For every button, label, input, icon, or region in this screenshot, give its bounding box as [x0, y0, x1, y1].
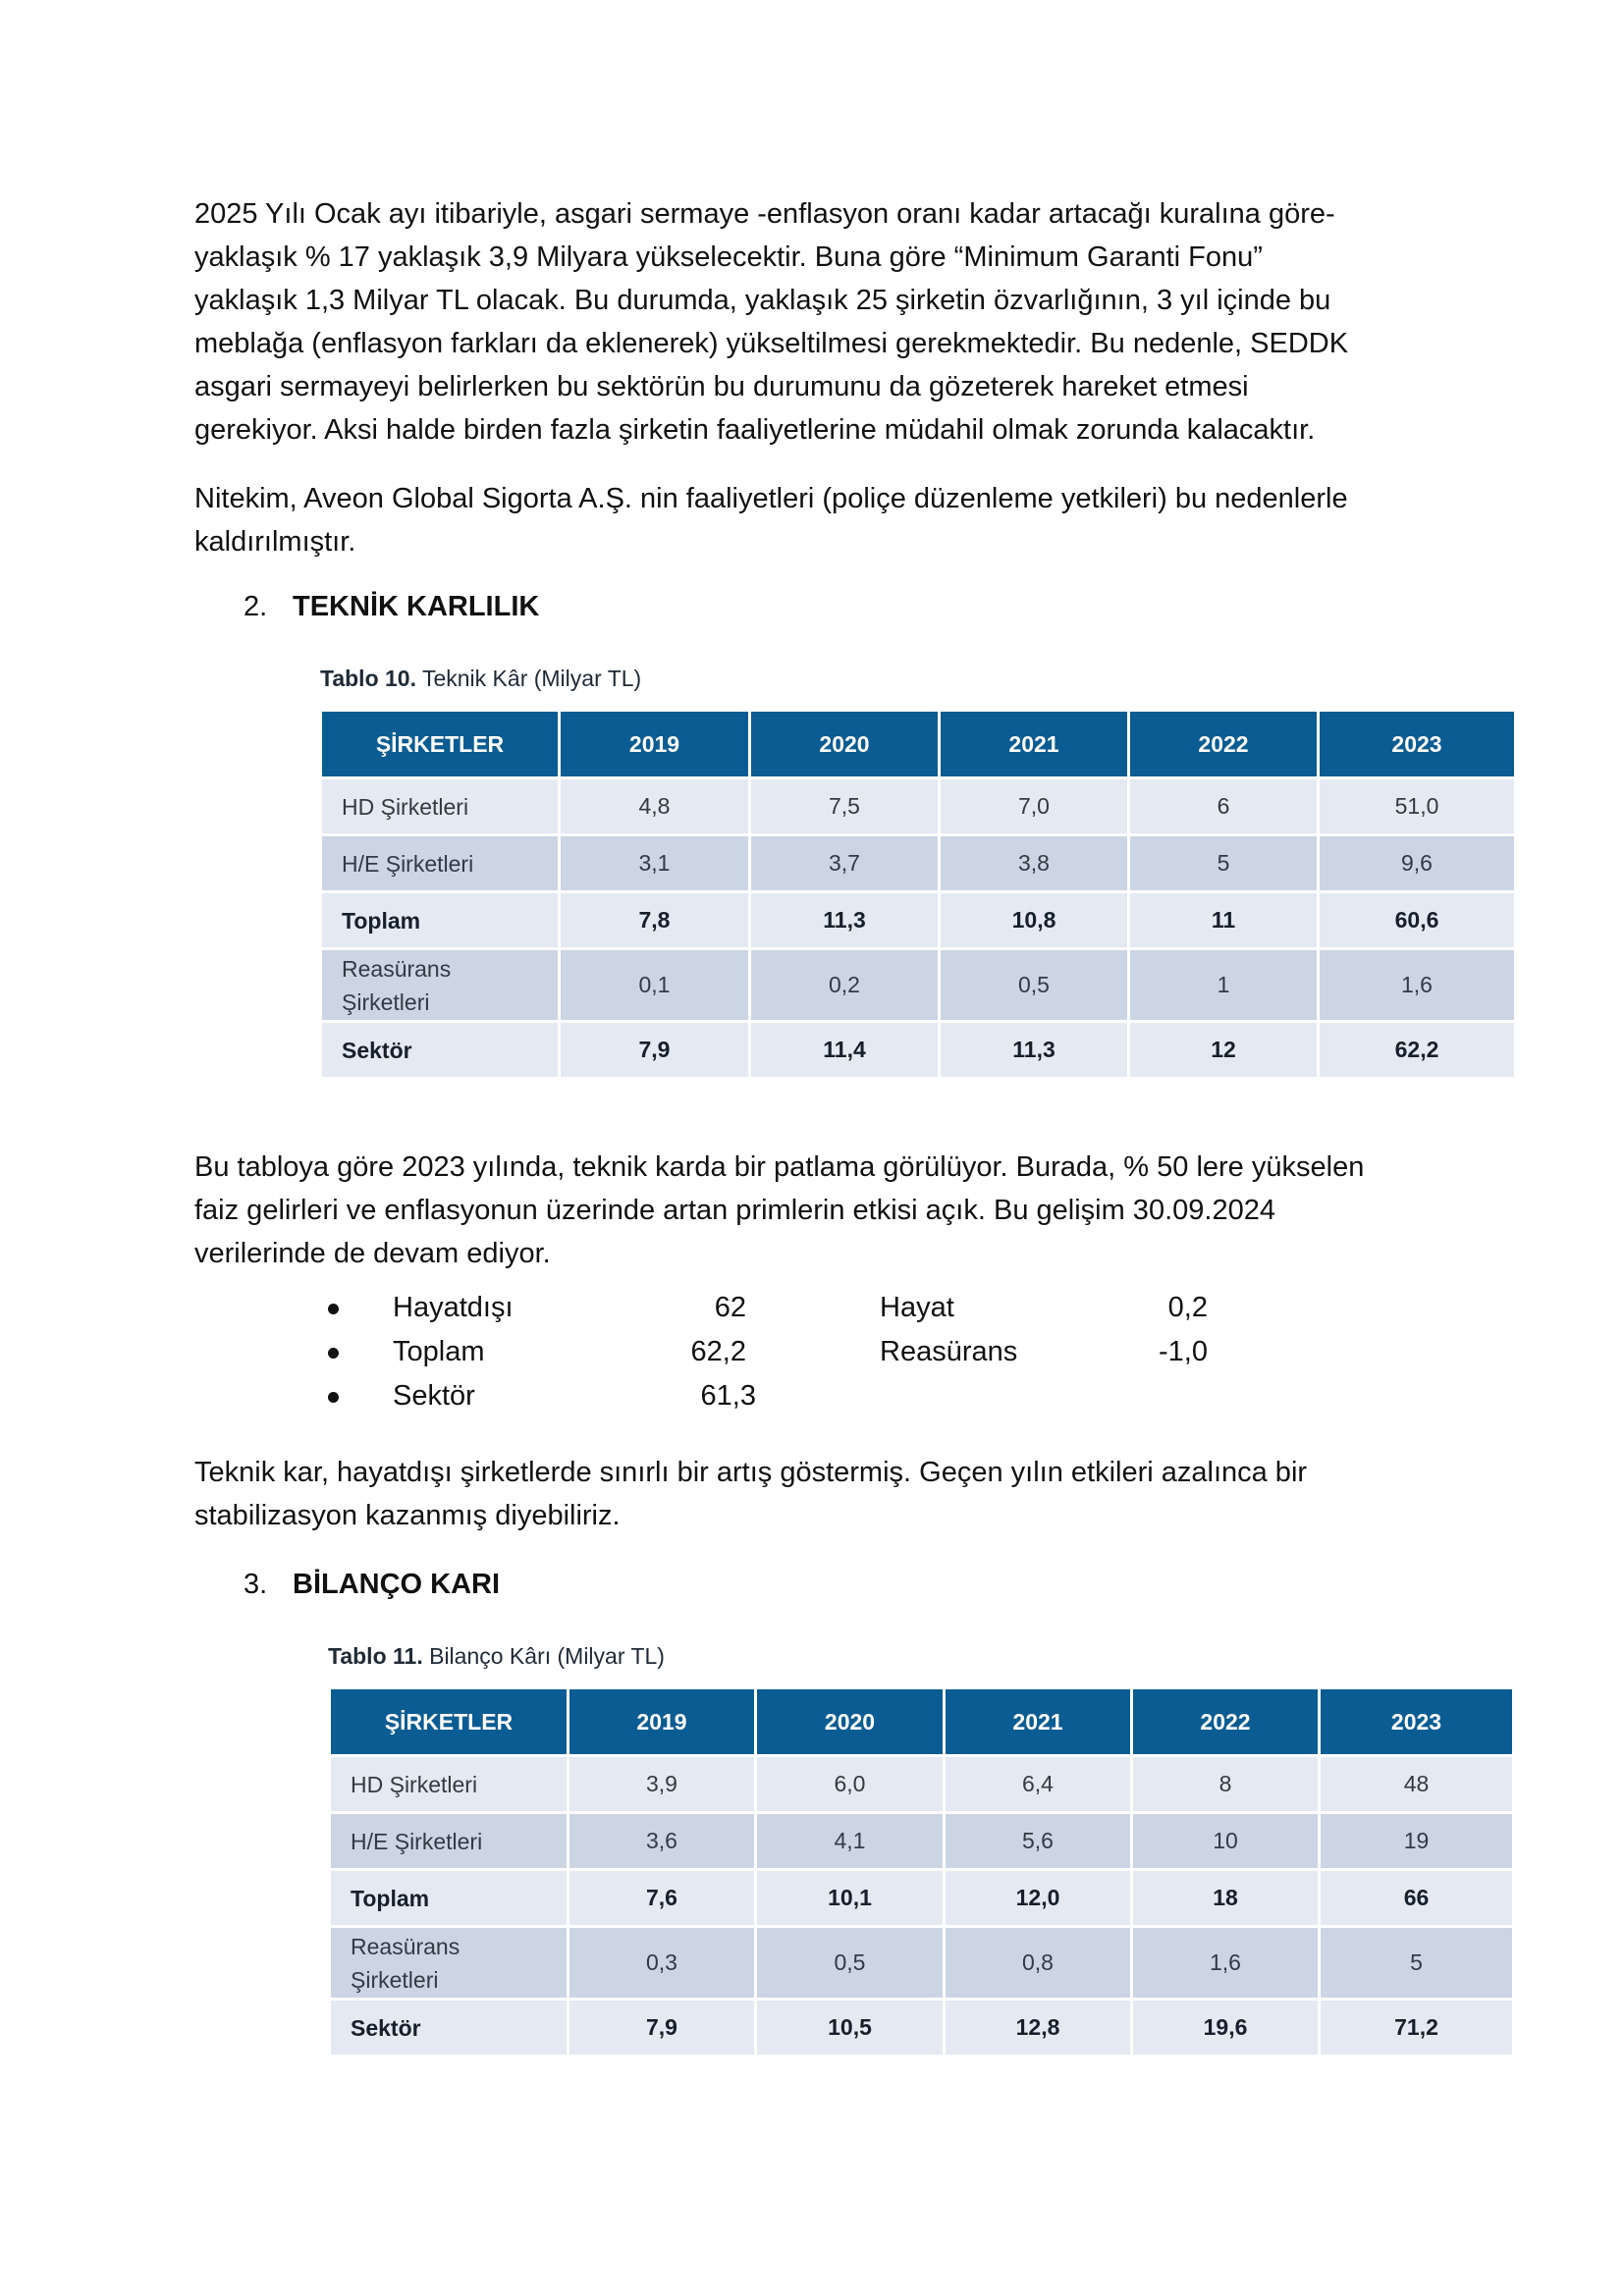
table-cell: 19 — [1320, 1813, 1514, 1870]
table-row — [321, 835, 1516, 892]
table-cell: 7,9 — [568, 2000, 756, 2056]
table-cell: 11 — [1129, 892, 1319, 949]
text-line: faiz gelirleri ve enflasyonun üzerinde artan primlerin etkisi açık. Bu gelişim 30.09.2024 — [194, 1195, 1275, 1226]
table-row — [321, 778, 1516, 835]
table-header — [321, 711, 1516, 778]
table-cell: 6,4 — [945, 1756, 1132, 1813]
header-cell: 2019 — [560, 711, 750, 778]
list-item — [334, 1330, 1316, 1374]
header-cell: 2022 — [1129, 711, 1319, 778]
row-label: H/E Şirketleri — [330, 1813, 568, 1870]
bullet-icon — [328, 1304, 339, 1314]
text-line: kaldırılmıştır. — [194, 526, 356, 558]
bullet-icon — [328, 1392, 339, 1403]
section-title: BİLANÇO KARI — [293, 1569, 501, 1600]
table-cell: 3,7 — [750, 835, 940, 892]
bullet-label: Sektör — [393, 1380, 475, 1412]
table-cell: 10,8 — [940, 892, 1129, 949]
table-cell: 1,6 — [1319, 949, 1516, 1022]
row-label: Toplam — [330, 1870, 568, 1927]
table-cell: 0,2 — [750, 949, 940, 1022]
table-cell: 3,6 — [568, 1813, 756, 1870]
table-bilanco-kari — [328, 1686, 1515, 2057]
header-cell: ŞİRKETLER — [321, 711, 560, 778]
table-cell: 3,9 — [568, 1756, 756, 1813]
row-label: Toplam — [321, 892, 560, 949]
table-cell: 7,5 — [750, 778, 940, 835]
text-line: 2025 Yılı Ocak ayı itibariyle, asgari sermaye -enflasyon oranı kadar artacağı kuralına göre- — [194, 198, 1335, 230]
table-cell: 7,9 — [560, 1022, 750, 1079]
table-cell: 0,1 — [560, 949, 750, 1022]
section-heading-teknik-karlilik — [244, 585, 539, 628]
table-cell: 5 — [1129, 835, 1319, 892]
table-header — [330, 1688, 1514, 1756]
table-cell: 3,1 — [560, 835, 750, 892]
text-line: asgari sermayeyi belirlerken bu sektörün bu durumunu da gözeterek hareket etmesi — [194, 371, 1249, 402]
header-cell: 2019 — [568, 1688, 756, 1756]
list-item — [334, 1286, 1316, 1330]
table-cell: 10,1 — [756, 1870, 945, 1927]
row-label: H/E Şirketleri — [321, 835, 560, 892]
bullet-label-secondary: Hayat — [880, 1292, 954, 1323]
table-cell: 62,2 — [1319, 1022, 1516, 1079]
table-cell: 19,6 — [1132, 2000, 1320, 2056]
table-cell: 1,6 — [1132, 1927, 1320, 2000]
table-11-caption — [328, 1641, 665, 1671]
text-line: yaklaşık % 17 yaklaşık 3,9 Milyara yükselecektir. Buna göre “Minimum Garanti Fonu” — [194, 241, 1263, 273]
table-row — [330, 1813, 1514, 1870]
section-heading-bilanco-kari — [244, 1563, 500, 1606]
table-row — [330, 1927, 1514, 2000]
caption-text: Bilanço Kârı (Milyar TL) — [422, 1643, 665, 1669]
table-cell: 11,4 — [750, 1022, 940, 1079]
text-line: verilerinde de devam ediyor. — [194, 1238, 551, 1269]
text-line: gerekiyor. Aksi halde birden fazla şirketin faaliyetlerine müdahil olmak zorunda kalacaktır. — [194, 414, 1316, 446]
table-cell: 0,3 — [568, 1927, 756, 2000]
row-label: Reasürans Şirketleri — [321, 949, 560, 1022]
table-10-caption — [320, 664, 641, 693]
table-cell: 7,0 — [940, 778, 1129, 835]
bullet-icon — [328, 1348, 339, 1359]
section-number: 2. — [244, 591, 268, 622]
table-cell: 48 — [1320, 1756, 1514, 1813]
bullet-label-secondary: Reasürans — [880, 1336, 1018, 1367]
table-cell: 4,8 — [560, 778, 750, 835]
table-cell: 11,3 — [750, 892, 940, 949]
header-cell: 2020 — [756, 1688, 945, 1756]
table-cell: 0,5 — [756, 1927, 945, 2000]
section-title: TEKNİK KARLILIK — [293, 591, 540, 622]
bullet-value-secondary: -1,0 — [1159, 1336, 1208, 1367]
table-cell: 12,8 — [945, 2000, 1132, 2056]
table-cell: 71,2 — [1320, 2000, 1514, 2056]
bullet-value: 61,3 — [700, 1380, 756, 1412]
table-cell: 9,6 — [1319, 835, 1516, 892]
table-cell: 1 — [1129, 949, 1319, 1022]
row-label: Reasürans Şirketleri — [330, 1927, 568, 2000]
row-label: Sektör — [330, 2000, 568, 2056]
table-cell: 7,8 — [560, 892, 750, 949]
table-teknik-kar — [319, 709, 1517, 1080]
caption-label: Tablo 11. — [328, 1643, 423, 1669]
paragraph-stabilizasyon — [194, 1451, 1441, 1537]
header-cell: 2021 — [945, 1688, 1132, 1756]
header-cell: 2020 — [750, 711, 940, 778]
table-cell: 0,5 — [940, 949, 1129, 1022]
table-cell: 11,3 — [940, 1022, 1129, 1079]
section-number: 3. — [244, 1569, 268, 1600]
table-cell: 18 — [1132, 1870, 1320, 1927]
table-cell: 5,6 — [945, 1813, 1132, 1870]
bullet-value: 62 — [714, 1292, 746, 1323]
table-cell: 12 — [1129, 1022, 1319, 1079]
paragraph-teknik-kar-yorum — [194, 1146, 1441, 1275]
text-line: Bu tabloya göre 2023 yılında, teknik karda bir patlama görülüyor. Burada, % 50 lere yükselen — [194, 1151, 1365, 1183]
bullet-label: Hayatdışı — [393, 1292, 514, 1323]
list-item — [334, 1374, 1316, 1418]
text-line: meblağa (enflasyon farkları da eklenerek) yükseltilmesi gerekmektedir. Bu nedenle, SEDDK — [194, 328, 1349, 359]
row-label: HD Şirketleri — [321, 778, 560, 835]
table-cell: 4,1 — [756, 1813, 945, 1870]
bullet-value-secondary: 0,2 — [1167, 1292, 1208, 1323]
table-row — [330, 1756, 1514, 1813]
row-label: Sektör — [321, 1022, 560, 1079]
text-line: Teknik kar, hayatdışı şirketlerde sınırlı bir artış göstermiş. Geçen yılın etkileri azalınca bir — [194, 1457, 1308, 1488]
header-cell: ŞİRKETLER — [330, 1688, 568, 1756]
header-cell: 2021 — [940, 711, 1129, 778]
paragraph-aveon — [194, 477, 1441, 563]
table-cell: 10 — [1132, 1813, 1320, 1870]
table-row-total — [321, 892, 1516, 949]
table-cell: 60,6 — [1319, 892, 1516, 949]
table-cell: 6 — [1129, 778, 1319, 835]
table-row-total — [330, 1870, 1514, 1927]
table-cell: 66 — [1320, 1870, 1514, 1927]
table-row-sector — [321, 1022, 1516, 1079]
table-cell: 7,6 — [568, 1870, 756, 1927]
table-cell: 0,8 — [945, 1927, 1132, 2000]
table-cell: 10,5 — [756, 2000, 945, 2056]
bullet-list — [334, 1286, 1316, 1418]
table-cell: 12,0 — [945, 1870, 1132, 1927]
table-row-sector — [330, 2000, 1514, 2056]
row-label: HD Şirketleri — [330, 1756, 568, 1813]
header-cell: 2023 — [1320, 1688, 1514, 1756]
text-line: stabilizasyon kazanmış diyebiliriz. — [194, 1500, 621, 1531]
header-cell: 2023 — [1319, 711, 1516, 778]
bullet-value: 62,2 — [690, 1336, 746, 1367]
table-cell: 6,0 — [756, 1756, 945, 1813]
caption-label: Tablo 10. — [320, 666, 416, 691]
table-cell: 3,8 — [940, 835, 1129, 892]
caption-text: Teknik Kâr (Milyar TL) — [416, 666, 642, 691]
table-cell: 5 — [1320, 1927, 1514, 2000]
text-line: yaklaşık 1,3 Milyar TL olacak. Bu durumda, yaklaşık 25 şirketin özvarlığının, 3 yıl içinde bu — [194, 285, 1331, 316]
table-row — [321, 949, 1516, 1022]
bullet-label: Toplam — [393, 1336, 485, 1367]
text-line: Nitekim, Aveon Global Sigorta A.Ş. nin faaliyetleri (poliçe düzenleme yetkileri) bu nedenlerle — [194, 483, 1348, 514]
table-cell: 51,0 — [1319, 778, 1516, 835]
header-cell: 2022 — [1132, 1688, 1320, 1756]
table-cell: 8 — [1132, 1756, 1320, 1813]
paragraph-asgari-sermaye — [194, 192, 1441, 452]
